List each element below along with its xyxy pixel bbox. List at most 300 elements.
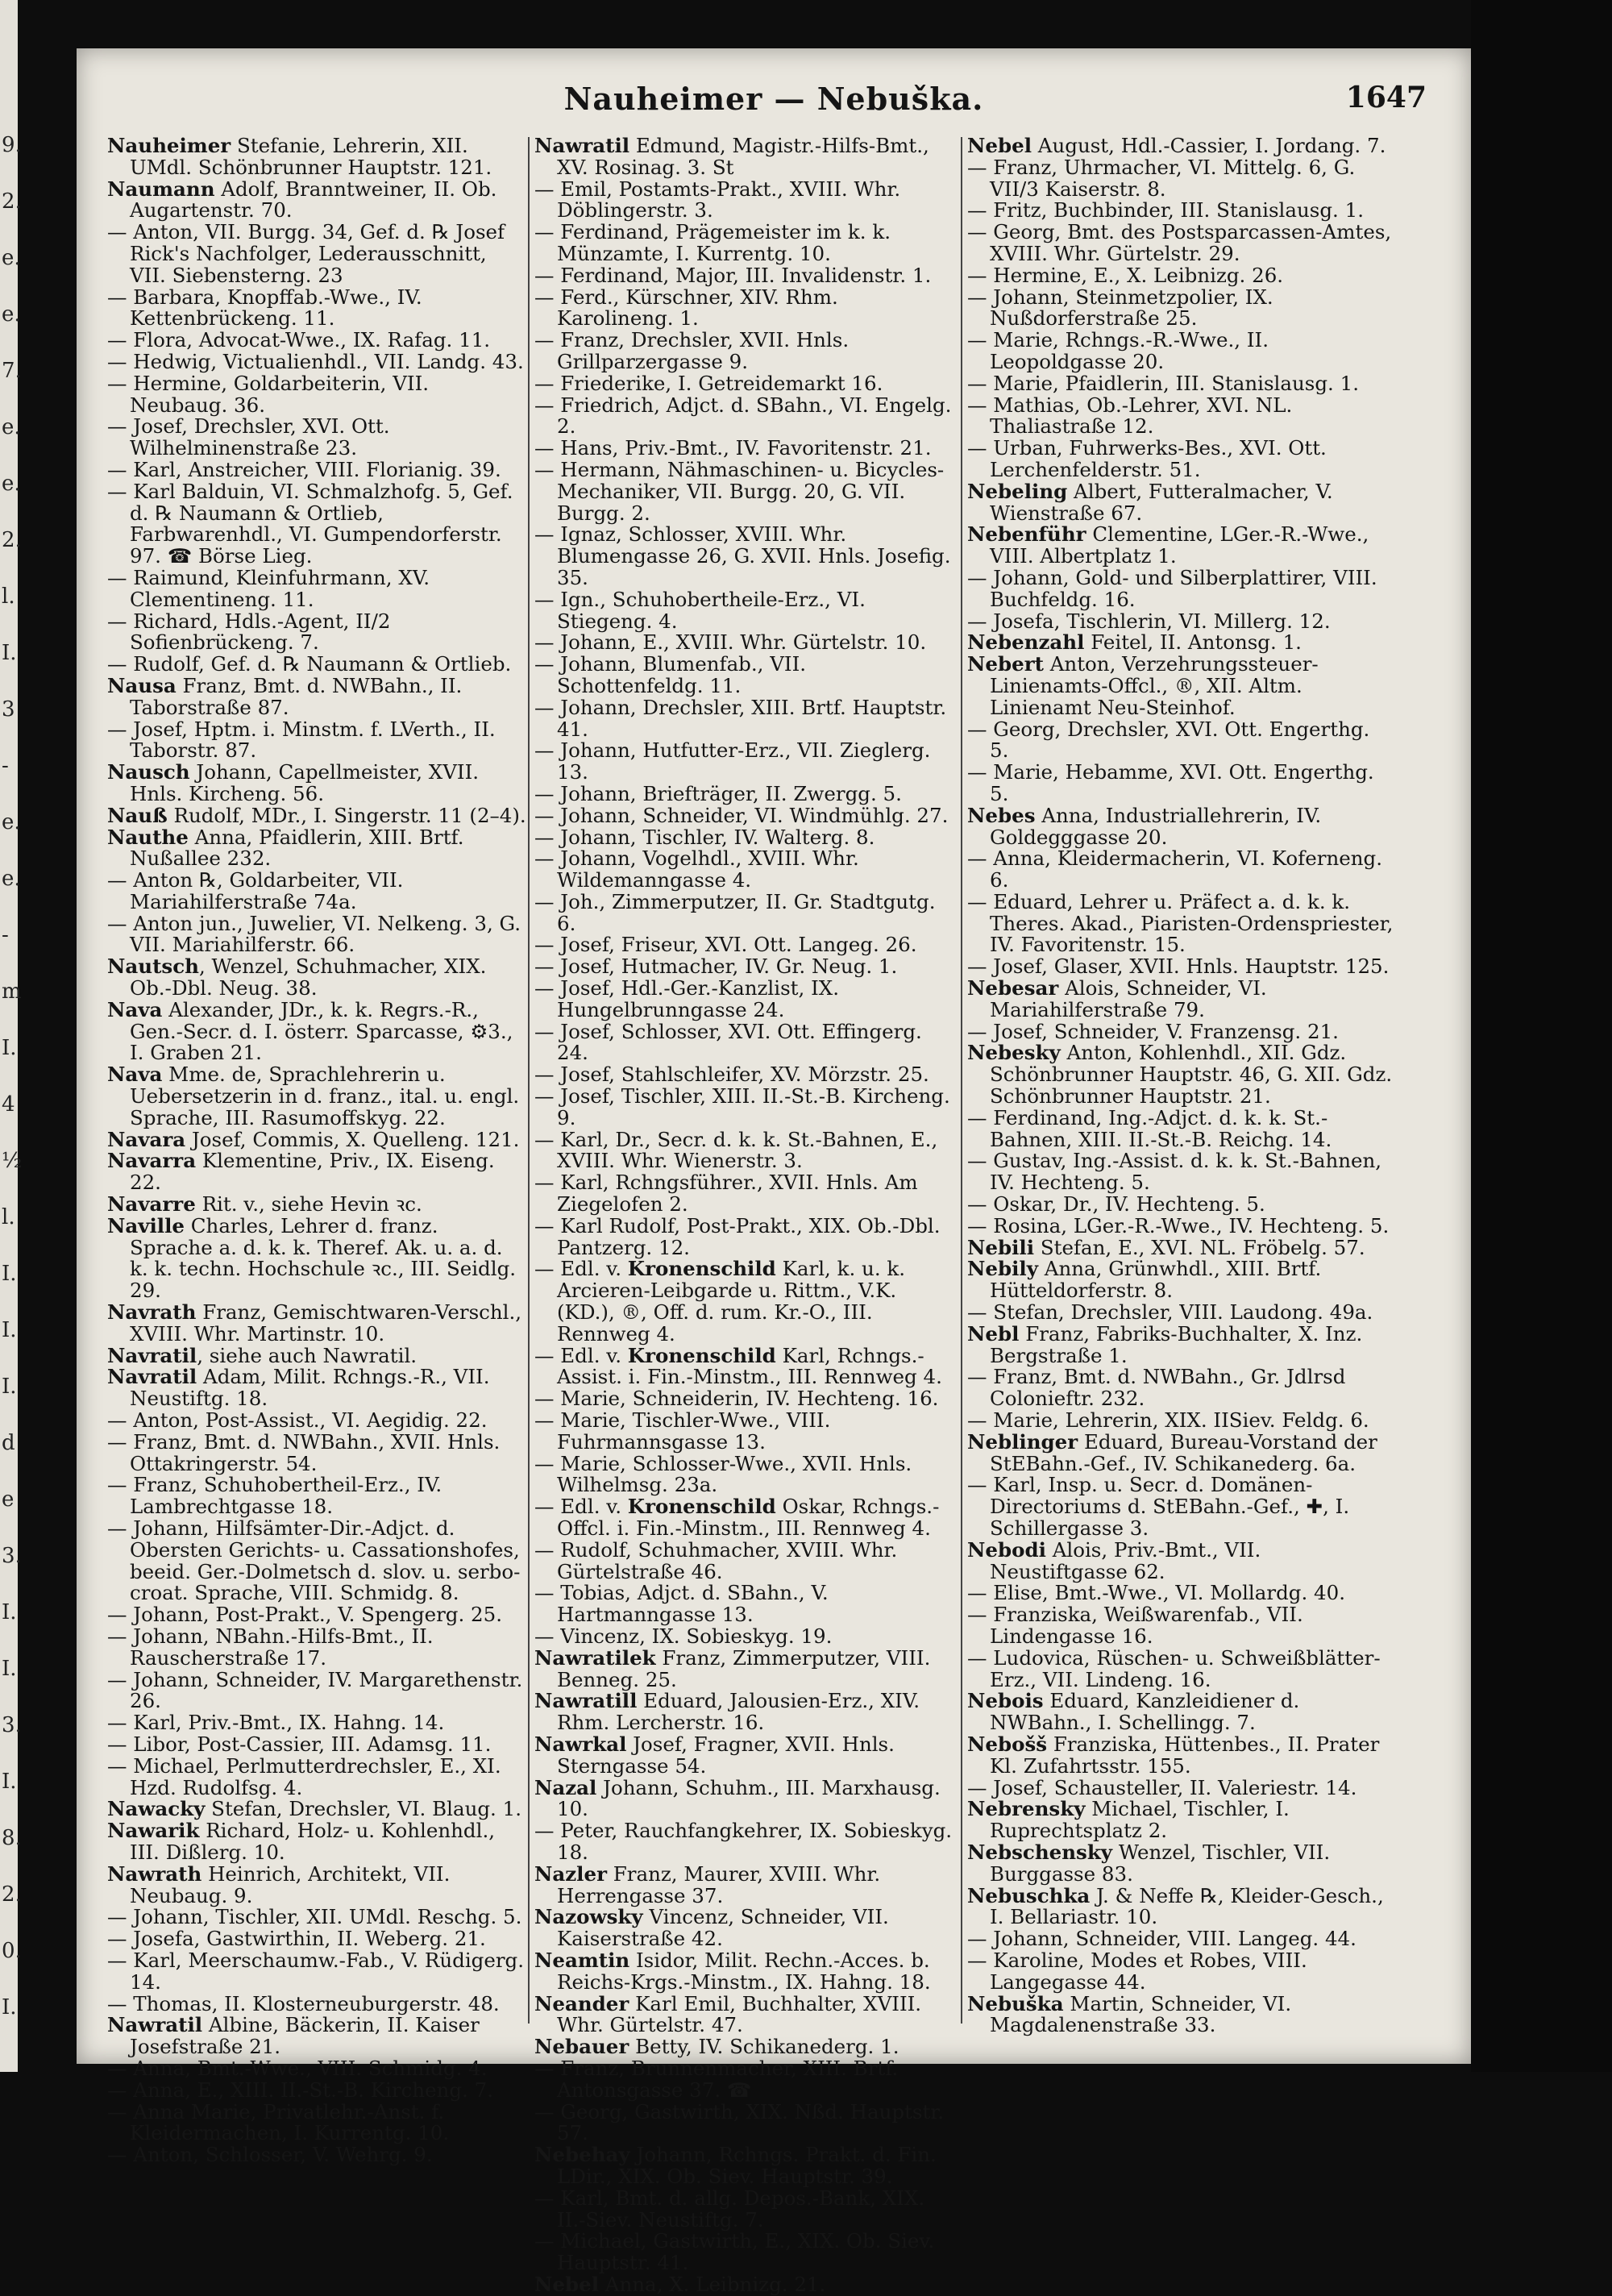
entry-text: Adolf, Branntweiner, II. Ob. Augartenstr. 70. bbox=[130, 177, 497, 223]
entry-text: — Josef, Schneider, V. Franzensg. 21. bbox=[967, 1019, 1339, 1043]
margin-fragment: I. bbox=[2, 1770, 17, 1794]
directory-entry bbox=[534, 1451, 953, 1497]
entry-text: — Vincenz, IX. Sobieskyg. 19. bbox=[534, 1624, 833, 1648]
entry-text: Oskar, Rchngs.-Offcl. i. Fin.-Minstm., III. Rennweg 4. bbox=[557, 1495, 940, 1540]
entry-text: — Peter, Rauchfangkehrer, IX. Sobieskyg. 18. bbox=[534, 1819, 953, 1864]
directory-entry bbox=[967, 956, 1394, 978]
entry-text: Anna, Industriallehrerin, IV. Goldegggasse 20. bbox=[990, 803, 1322, 849]
directory-entry bbox=[534, 524, 953, 589]
directory-entry bbox=[534, 265, 953, 287]
directory-entry bbox=[967, 1691, 1394, 1734]
directory-entry bbox=[107, 351, 526, 373]
margin-fragment: I. bbox=[2, 1657, 17, 1681]
column-3 bbox=[967, 135, 1394, 2036]
entry-text: — Johann, Hilfsämter-Dir.-Adjct. d. Obersten Gerichts- u. Cassationshofes, beeid. Ger.-Dolmetsch d. slov. u. serbo-croat. Sprache, VIII. Schmidg. 8. bbox=[107, 1516, 521, 1605]
directory-entry bbox=[534, 1021, 953, 1065]
entry-text: Franz, Zimmerputzer, VIII. Benneg. 25. bbox=[557, 1645, 931, 1691]
entry-surname: Nebesar bbox=[967, 976, 1059, 1000]
entry-surname: Nawarik bbox=[107, 1819, 200, 1843]
directory-entry bbox=[107, 1194, 526, 1216]
entry-text: — Thomas, II. Klosterneuburgerstr. 48. bbox=[107, 1991, 500, 2015]
directory-entry bbox=[534, 1583, 953, 1626]
entry-surname: Nebehay bbox=[534, 2143, 630, 2167]
entry-text: Franz, Gemischtwaren-Verschl., XVIII. Whr. Martinstr. 10. bbox=[130, 1300, 522, 1346]
entry-surname: Nebodi bbox=[967, 1537, 1046, 1562]
entry-text: Albert, Futteralmacher, V. Wienstraße 67. bbox=[990, 479, 1333, 525]
entry-text: — Johann, E., XVIII. Whr. Gürtelstr. 10. bbox=[534, 630, 927, 655]
entry-surname: Nebeling bbox=[967, 479, 1068, 503]
directory-entry bbox=[107, 222, 526, 286]
directory-entry bbox=[534, 438, 953, 460]
entry-surname: Navrath bbox=[107, 1300, 197, 1325]
margin-fragment: e bbox=[2, 1487, 15, 1512]
entry-text: — Ferdinand, Prägemeister im k. k. Münzamte, I. Kurrentg. 10. bbox=[534, 220, 891, 265]
entry-surname: Nausch bbox=[107, 760, 190, 784]
directory-entry bbox=[107, 1991, 526, 2015]
directory-entry bbox=[534, 1991, 953, 2037]
entry-surname: Kronenschild bbox=[627, 1257, 776, 1281]
entry-text: Josef, Commis, X. Quelleng. 121. bbox=[185, 1127, 520, 1151]
entry-surname: Nawratil bbox=[534, 134, 630, 157]
entry-text: — Hermine, E., X. Leibnizg. 26. bbox=[967, 263, 1284, 287]
entry-text: — Michael, Gastwirth, E., XIX. Ob. Siev. Hauptstr. 41. bbox=[534, 2229, 935, 2275]
entry-text: — Karl, Priv.-Bmt., IX. Hahng. 14. bbox=[107, 1711, 445, 1735]
entry-text: Martin, Schneider, VI. Magdalenenstraße 33. bbox=[990, 1991, 1292, 2037]
entry-surname: Nazowsky bbox=[534, 1905, 643, 1929]
entry-text: — Josefa, Gastwirthin, II. Weberg. 21. bbox=[107, 1927, 486, 1951]
entry-text: — Eduard, Lehrer u. Präfect a. d. k. k. Theres. Akad., Piaristen-Ordenspriester, IV. Favoritenstr. 15. bbox=[967, 889, 1394, 957]
entry-text: — Marie, Hebamme, XVI. Ott. Engerthg. 5. bbox=[967, 760, 1374, 805]
entry-text: — Ludovica, Rüschen- u. Schweißblätter-Erz., VII. Lindeng. 16. bbox=[967, 1645, 1381, 1691]
directory-entry bbox=[534, 1861, 953, 1907]
entry-text: — Rudolf, Schuhmacher, XVIII. Whr. Gürtelstraße 46. bbox=[534, 1537, 898, 1583]
directory-entry bbox=[107, 827, 526, 871]
entry-text: — Johann, Hutfutter-Erz., VII. Zieglerg. 13. bbox=[534, 738, 931, 784]
directory-entry bbox=[967, 330, 1394, 373]
directory-entry bbox=[967, 1213, 1394, 1237]
directory-entry bbox=[534, 1064, 953, 1086]
directory-entry bbox=[534, 1496, 953, 1540]
entry-text: — Edl. v. bbox=[534, 1257, 628, 1281]
margin-fragment: - bbox=[2, 923, 9, 947]
directory-entry bbox=[107, 2144, 526, 2166]
entry-text: — Johann, Post-Prakt., V. Spengerg. 25. bbox=[107, 1603, 503, 1627]
entry-text: Stefanie, Lehrerin, XII. UMdl. Schönbrunner Hauptstr. 121. bbox=[130, 134, 492, 179]
page-header bbox=[77, 81, 1471, 129]
entry-text: — Karoline, Modes et Robes, VIII. Langegasse 44. bbox=[967, 1948, 1307, 1994]
entry-text: Rudolf, MDr., I. Singerstr. 11 (2–4). bbox=[167, 803, 526, 827]
entry-text: Feitel, II. Antonsg. 1. bbox=[1084, 630, 1302, 655]
entry-surname: Neander bbox=[534, 1991, 629, 2015]
directory-entry bbox=[107, 1410, 526, 1432]
entry-surname: Nebrensky bbox=[967, 1797, 1086, 1821]
entry-text: — Gustav, Ing.-Assist. d. k. k. St.-Bahnen, IV. Hechteng. 5. bbox=[967, 1149, 1382, 1195]
entry-text: — Josef, Drechsler, XVI. Ott. Wilhelminenstraße 23. bbox=[107, 414, 390, 460]
entry-surname: Nawratilek bbox=[534, 1645, 656, 1670]
directory-entry bbox=[534, 330, 953, 373]
directory-entry bbox=[967, 719, 1394, 763]
entry-text: — Johann, Schneider, VIII. Langeg. 44. bbox=[967, 1927, 1356, 1951]
entry-text: Johann, Rchngs. Prakt. d. Fin. LDir., XIX. Ob. Siev. Hauptstr. 39. bbox=[557, 2143, 937, 2188]
directory-entry bbox=[534, 222, 953, 265]
entry-text: Michael, Tischler, I. Ruprechtsplatz 2. bbox=[990, 1797, 1290, 1843]
entry-text: Stefan, Drechsler, VI. Blaug. 1. bbox=[205, 1797, 521, 1821]
margin-fragment: I. bbox=[2, 1995, 17, 2019]
entry-surname: Nawrath bbox=[107, 1861, 202, 1886]
directory-entry bbox=[107, 1429, 526, 1475]
directory-entry bbox=[967, 265, 1394, 287]
directory-entry bbox=[967, 654, 1394, 718]
entry-text: — Michael, Perlmutterdrechsler, E., XI. Hzd. Rudolfsg. 4. bbox=[107, 1753, 501, 1799]
directory-entry bbox=[534, 1172, 953, 1216]
entry-text: — Marie, Lehrerin, XIX. IISiev. Feldg. 6. bbox=[967, 1408, 1369, 1433]
directory-entry bbox=[967, 1799, 1394, 1842]
entry-surname: Navratil bbox=[107, 1365, 197, 1389]
directory-entry bbox=[534, 2099, 953, 2145]
entry-text: — Josef, Schausteller, II. Valeriestr. 14. bbox=[967, 1775, 1357, 1799]
margin-fragment: I. bbox=[2, 1262, 17, 1286]
directory-entry bbox=[107, 1734, 526, 1756]
directory-entry bbox=[967, 524, 1394, 568]
entry-text: Richard, Holz- u. Kohlenhdl., III. Dißlerg. 10. bbox=[130, 1819, 496, 1864]
entry-text: — Ferdinand, Major, III. Invalidenstr. 1. bbox=[534, 263, 932, 287]
entry-text: — Ign., Schuhobertheile-Erz., VI. Stiegeng. 4. bbox=[534, 587, 866, 633]
margin-fragment: l. bbox=[2, 584, 15, 609]
directory-entry bbox=[967, 1194, 1394, 1216]
entry-text: — Johann, Schneider, VI. Windmühlg. 27. bbox=[534, 803, 949, 827]
directory-entry bbox=[534, 457, 953, 525]
margin-fragment: e. bbox=[2, 867, 21, 891]
directory-entry bbox=[534, 2058, 953, 2102]
directory-entry bbox=[107, 1861, 526, 1907]
entry-text: — Marie, Schneiderin, IV. Hechteng. 16. bbox=[534, 1387, 939, 1411]
entry-text: — Josef, Friseur, XVI. Ott. Langeg. 26. bbox=[534, 933, 917, 957]
entry-text: — Friedrich, Adjct. d. SBahn., VI. Engelg. 2. bbox=[534, 393, 952, 439]
directory-entry bbox=[967, 1775, 1394, 1799]
margin-fragment: d bbox=[2, 1431, 15, 1455]
previous-page-margin bbox=[0, 0, 23, 2072]
directory-entry bbox=[534, 2144, 953, 2188]
entry-text: — Karl Balduin, VI. Schmalzhofg. 5, Gef. d. ℞ Naumann & Ortlieb, Farbwarenhdl., VI. Gumpendorferstr. 97. ☎ Börse Lieg. bbox=[107, 479, 513, 568]
directory-entry bbox=[534, 1086, 953, 1129]
entry-text: Josef, Fragner, XVII. Hnls. Sterngasse 54. bbox=[557, 1732, 895, 1778]
entry-text: — Johann, NBahn.-Hilfs-Bmt., II. Rauscherstraße 17. bbox=[107, 1624, 434, 1670]
entry-text: Charles, Lehrer d. franz. Sprache a. d. k. k. Theref. Ak. u. a. d. k. k. techn. Hochschule ꝛc., III. Seidlg. 29. bbox=[130, 1213, 517, 1303]
directory-entry bbox=[107, 457, 526, 481]
directory-entry bbox=[534, 1626, 953, 1648]
entry-surname: Kronenschild bbox=[627, 1495, 776, 1519]
entry-text: — Josef, Glaser, XVII. Hnls. Hauptstr. 125. bbox=[967, 955, 1390, 979]
directory-entry bbox=[107, 1150, 526, 1194]
entry-text: — Franziska, Weißwarenfab., VII. Lindengasse 16. bbox=[967, 1603, 1303, 1648]
margin-fragment: 3. bbox=[2, 1544, 22, 1568]
margin-fragment: e. bbox=[2, 246, 21, 270]
column-2 bbox=[534, 135, 953, 2296]
entry-surname: Nebauer bbox=[534, 2035, 629, 2059]
entry-text: — Karl, Bmt. d. allg. Depos.-Bank, XIX. II.-Siev. Neustiftg. 7. bbox=[534, 2186, 925, 2232]
directory-entry bbox=[967, 1366, 1394, 1410]
margin-fragment: 4 bbox=[2, 1092, 15, 1117]
entry-text: — Johann, Schneider, IV. Margarethenstr. 26. bbox=[107, 1667, 523, 1713]
directory-entry bbox=[967, 1928, 1394, 1950]
entry-text: — Franz, Brunnenmacher, XIII. Brtf. Antonsgasse 37. ☎ bbox=[534, 2056, 899, 2102]
directory-entry bbox=[967, 611, 1394, 633]
entry-text: — Georg, Drechsler, XVI. Ott. Engerthg. 5. bbox=[967, 717, 1370, 763]
margin-fragment: e. bbox=[2, 810, 21, 834]
entry-text: Heinrich, Architekt, VII. Neubaug. 9. bbox=[130, 1861, 451, 1907]
entry-text: — Anna, Kleidermacherin, VI. Koferneng. 6. bbox=[967, 846, 1382, 892]
entry-surname: Nebuška bbox=[967, 1991, 1064, 2015]
entry-text: — Anna Marie, Privatlehr.-Anst. f. Kleidermachen, I. Kurrentg. 10. bbox=[107, 2099, 450, 2145]
directory-entry bbox=[967, 1105, 1394, 1151]
directory-entry bbox=[967, 373, 1394, 395]
entry-text: Betty, IV. Schikanederg. 1. bbox=[629, 2035, 899, 2059]
entry-text: — Anna, E., XIII. II.-St.-B. Kircheng. 7. bbox=[107, 2078, 493, 2102]
entry-text: — Joh., Zimmerputzer, II. Gr. Stadtgutg. 6. bbox=[534, 889, 936, 935]
entry-text: — Johann, Briefträger, II. Zwergg. 5. bbox=[534, 781, 902, 805]
directory-entry bbox=[107, 2058, 526, 2080]
directory-entry bbox=[534, 848, 953, 892]
directory-entry bbox=[107, 1753, 526, 1799]
entry-surname: Nebel bbox=[967, 134, 1032, 157]
entry-text: — Flora, Advocat-Wwe., IX. Rafag. 11. bbox=[107, 328, 491, 352]
directory-entry bbox=[534, 1950, 953, 1994]
entry-text: — Franz, Drechsler, XVII. Hnls. Grillparzergasse 9. bbox=[534, 328, 850, 373]
margin-fragment: e. bbox=[2, 302, 21, 327]
directory-entry bbox=[967, 1410, 1394, 1432]
directory-entry bbox=[967, 762, 1394, 805]
margin-fragment: I. bbox=[2, 641, 17, 665]
entry-text: — Josef, Hptm. i. Minstm. f. LVerth., II. Taborstr. 87. bbox=[107, 717, 496, 763]
margin-fragment: 2. bbox=[2, 1882, 22, 1907]
column-divider bbox=[961, 137, 962, 2024]
entry-text: — Anton, Schlosser, V. Wehrg. 9. bbox=[107, 2143, 433, 2167]
entry-text: — Georg, Bmt. des Postsparcassen-Amtes, XVIII. Whr. Gürtelstr. 29. bbox=[967, 220, 1392, 265]
entry-text: Rit. v., siehe Hevin ꝛc. bbox=[195, 1192, 422, 1217]
entry-text: — Karl Rudolf, Post-Prakt., XIX. Ob.-Dbl. Pantzerg. 12. bbox=[534, 1213, 941, 1259]
directory-entry bbox=[534, 1213, 953, 1259]
entry-surname: Nebel bbox=[534, 2272, 600, 2296]
entry-text: Clementine, LGer.-R.-Wwe., VIII. Albertplatz 1. bbox=[990, 522, 1369, 568]
directory-entry bbox=[534, 1410, 953, 1454]
entry-text: — Josef, Hdl.-Ger.-Kanzlist, IX. Hungelbrunngasse 24. bbox=[534, 976, 839, 1021]
directory-entry bbox=[534, 2036, 953, 2058]
entry-text: — Karl, Insp. u. Secr. d. Domänen-Directoriums d. StEBahn.-Gef., ✚, I. Schillergasse 3. bbox=[967, 1473, 1350, 1540]
directory-entry bbox=[107, 611, 526, 655]
entry-surname: Naumann bbox=[107, 177, 215, 201]
directory-entry bbox=[107, 805, 526, 827]
entry-surname: Navara bbox=[107, 1127, 186, 1151]
directory-entry bbox=[967, 1645, 1394, 1691]
entry-text: — Hermann, Nähmaschinen- u. Bicycles-Mechaniker, VII. Burgg. 20, G. VII. Burgg. 2. bbox=[534, 457, 945, 525]
entry-surname: Neblinger bbox=[967, 1429, 1078, 1454]
directory-entry bbox=[107, 481, 526, 568]
directory-entry bbox=[967, 565, 1394, 611]
entry-surname: Nazler bbox=[534, 1861, 607, 1886]
entry-surname: Nauheimer bbox=[107, 134, 231, 157]
entry-text: — Johann, Vogelhdl., XVIII. Whr. Wildemanngasse 4. bbox=[534, 846, 859, 892]
entry-text: — Stefan, Drechsler, VIII. Laudong. 49a. bbox=[967, 1300, 1373, 1325]
entry-text: — Marie, Tischler-Wwe., VIII. Fuhrmannsgasse 13. bbox=[534, 1408, 831, 1454]
directory-entry bbox=[107, 1213, 526, 1303]
directory-entry bbox=[107, 654, 526, 676]
directory-entry bbox=[534, 135, 953, 179]
entry-surname: Nebenzahl bbox=[967, 630, 1085, 655]
directory-entry bbox=[967, 1475, 1394, 1539]
directory-entry bbox=[967, 1604, 1394, 1648]
directory-entry bbox=[967, 1950, 1394, 1994]
margin-fragment: I. bbox=[2, 1036, 17, 1060]
directory-entry bbox=[967, 978, 1394, 1021]
directory-entry bbox=[107, 1667, 526, 1713]
entry-surname: Nauß bbox=[107, 803, 168, 827]
directory-entry bbox=[967, 135, 1394, 157]
entry-text: — Libor, Post-Cassier, III. Adamsg. 11. bbox=[107, 1732, 492, 1756]
entry-text: — Rosina, LGer.-R.-Wwe., IV. Hechteng. 5. bbox=[967, 1213, 1390, 1237]
directory-entry bbox=[534, 1645, 953, 1691]
entry-text: Franz, Bmt. d. NWBahn., II. Taborstraße 87. bbox=[130, 673, 463, 719]
entry-text: — Johann, Drechsler, XIII. Brtf. Hauptstr. 41. bbox=[534, 695, 947, 741]
entry-surname: Naville bbox=[107, 1213, 185, 1237]
entry-text: — Elise, Bmt.-Wwe., VI. Mollardg. 40. bbox=[967, 1581, 1345, 1605]
directory-entry bbox=[967, 1583, 1394, 1604]
directory-entry bbox=[107, 1475, 526, 1518]
entry-text: Alois, Schneider, VI. Mariahilferstraße 79. bbox=[990, 976, 1267, 1021]
entry-text: Franziska, Hüttenbes., II. Prater Kl. Zufahrtsstr. 155. bbox=[990, 1732, 1380, 1778]
directory-entry bbox=[107, 1820, 526, 1864]
margin-fragment: 2. bbox=[2, 189, 22, 214]
margin-fragment: m bbox=[2, 980, 22, 1004]
entry-text: — Karl, Dr., Secr. d. k. k. St.-Bahnen, E., XVIII. Whr. Wienerstr. 3. bbox=[534, 1127, 938, 1173]
entry-text: — Hermine, Goldarbeiterin, VII. Neubaug. 36. bbox=[107, 371, 430, 417]
directory-entry bbox=[967, 1734, 1394, 1778]
entry-text: — Marie, Rchngs.-R.-Wwe., II. Leopoldgasse 20. bbox=[967, 328, 1269, 373]
entry-text: Edmund, Magistr.-Hilfs-Bmt., XV. Rosinag. 3. St bbox=[557, 134, 929, 179]
margin-fragment: - bbox=[2, 754, 9, 778]
directory-entry bbox=[107, 673, 526, 719]
directory-entry bbox=[107, 1907, 526, 1928]
entry-text: Albine, Bäckerin, II. Kaiser Josefstraße 21. bbox=[130, 2013, 480, 2059]
entry-text: Anna, Pfaidlerin, XIII. Brtf. Nußallee 232. bbox=[130, 825, 464, 871]
entry-text: — Josef, Schlosser, XVI. Ott. Effingerg. 24. bbox=[534, 1019, 922, 1065]
entry-text: — Anton, VII. Burgg. 34, Gef. d. ℞ Josef Rick's Nachfolger, Lederausschnitt, VII. Siebensterng. 23 bbox=[107, 220, 505, 287]
directory-entry bbox=[534, 1907, 953, 1950]
directory-entry bbox=[107, 1302, 526, 1346]
entry-text: Karl, k. u. k. Arcieren-Leibgarde u. Rittm., V.K. (KD.), ®, Off. d. rum. Kr.-O., III. Rennweg 4. bbox=[557, 1257, 906, 1346]
entry-text: — Rudolf, Gef. d. ℞ Naumann & Ortlieb. bbox=[107, 652, 512, 676]
directory-entry bbox=[967, 1258, 1394, 1302]
entry-surname: Nebesky bbox=[967, 1041, 1061, 1065]
directory-entry bbox=[967, 889, 1394, 957]
directory-entry bbox=[967, 805, 1394, 849]
directory-entry bbox=[534, 2274, 953, 2296]
directory-entry bbox=[534, 889, 953, 935]
directory-entry bbox=[107, 1950, 526, 1994]
entry-surname: Nebenführ bbox=[967, 522, 1086, 547]
directory-entry bbox=[107, 1366, 526, 1410]
directory-entry bbox=[967, 157, 1394, 201]
margin-fragment: 9. bbox=[2, 133, 22, 157]
scan-background bbox=[1471, 0, 1612, 2072]
entry-text: Eduard, Bureau-Vorstand der StEBahn.-Gef., IV. Schikanederg. 6a. bbox=[990, 1429, 1377, 1475]
entry-text: — Ignaz, Schlosser, XVIII. Whr. Blumengasse 26, G. XVII. Hnls. Josefig. 35. bbox=[534, 522, 951, 589]
entry-text: Eduard, Kanzleidiener d. NWBahn., I. Schellingg. 7. bbox=[990, 1689, 1300, 1735]
entry-text: — Anton, Post-Assist., VI. Aegidig. 22. bbox=[107, 1408, 488, 1433]
margin-fragment: 2. bbox=[2, 528, 22, 552]
directory-entry bbox=[967, 395, 1394, 439]
entry-text: — Ferdinand, Ing.-Adjct. d. k. k. St.-Bahnen, XIII. II.-St.-B. Reichg. 14. bbox=[967, 1105, 1332, 1151]
running-title: Nauheimer — Nebuška. bbox=[563, 81, 984, 117]
entry-text: Alois, Priv.-Bmt., VII. Neustiftgasse 62. bbox=[990, 1537, 1261, 1583]
directory-entry bbox=[534, 1691, 953, 1734]
entry-text: — Karl, Rchngsführer., XVII. Hnls. Am Ziegelofen 2. bbox=[534, 1171, 918, 1217]
entry-surname: Nebois bbox=[967, 1689, 1044, 1713]
entry-text: — Josef, Stahlschleifer, XV. Mörzstr. 25. bbox=[534, 1063, 929, 1087]
entry-text: — Karl, Meerschaumw.-Fab., V. Rüdigerg. 14. bbox=[107, 1948, 525, 1994]
directory-entry bbox=[534, 781, 953, 805]
directory-entry bbox=[967, 1150, 1394, 1194]
entry-text: — Mathias, Ob.-Lehrer, XVI. NL. Thaliastraße 12. bbox=[967, 393, 1293, 439]
directory-entry bbox=[967, 287, 1394, 331]
directory-entry bbox=[967, 1302, 1394, 1324]
entry-text: — Josef, Tischler, XIII. II.-St.-B. Kircheng. 9. bbox=[534, 1084, 950, 1129]
directory-entry bbox=[534, 373, 953, 395]
directory-entry bbox=[107, 1928, 526, 1950]
directory-entry bbox=[967, 1321, 1394, 1367]
entry-surname: Nebily bbox=[967, 1257, 1038, 1281]
directory-entry bbox=[107, 1799, 526, 1820]
entry-text: Wenzel, Tischler, VII. Burggasse 83. bbox=[990, 1840, 1331, 1886]
entry-surname: Navarra bbox=[107, 1149, 197, 1173]
directory-entry bbox=[967, 1429, 1394, 1475]
entry-text: — Friederike, I. Getreidemarkt 16. bbox=[534, 371, 883, 395]
directory-entry bbox=[967, 200, 1394, 222]
entry-surname: Nava bbox=[107, 1063, 163, 1087]
directory-entry bbox=[534, 1537, 953, 1583]
entry-text: J. & Neffe ℞, Kleider-Gesch., I. Bellariastr. 10. bbox=[990, 1883, 1384, 1929]
entry-text: Karl, Rchngs.-Assist. i. Fin.-Minstm., III. Rennweg 4. bbox=[557, 1343, 942, 1389]
entry-surname: Nava bbox=[107, 997, 163, 1021]
directory-entry bbox=[967, 1042, 1394, 1107]
entry-text: Johann, Schuhm., III. Marxhausg. 10. bbox=[557, 1775, 941, 1821]
directory-entry bbox=[967, 848, 1394, 892]
directory-entry bbox=[107, 870, 526, 913]
entry-text: Isidor, Milit. Rechn.-Acces. b. Reichs-Krgs.-Minstm., IX. Hahng. 18. bbox=[557, 1948, 931, 1994]
entry-text: Adam, Milit. Rchngs.-R., VII. Neustiftg. 18. bbox=[130, 1365, 490, 1411]
entry-text: Franz, Fabriks-Buchhalter, X. Inz. Bergstraße 1. bbox=[990, 1321, 1363, 1367]
directory-entry bbox=[967, 1842, 1394, 1886]
directory-entry bbox=[534, 395, 953, 439]
margin-fragment: 7. bbox=[2, 359, 22, 383]
entry-text: Anna, Grünwhdl., XIII. Brtf. Hütteldorferstr. 8. bbox=[990, 1257, 1322, 1303]
directory-entry bbox=[107, 1712, 526, 1734]
directory-entry bbox=[534, 1388, 953, 1410]
directory-entry bbox=[967, 1237, 1394, 1259]
directory-entry bbox=[107, 1604, 526, 1626]
directory-entry bbox=[107, 1343, 526, 1367]
entry-text: — Urban, Fuhrwerks-Bes., XVI. Ott. Lerchenfelderstr. 51. bbox=[967, 436, 1327, 481]
entry-text: — Johann, Blumenfab., VII. Schottenfeldg. 11. bbox=[534, 652, 807, 697]
directory-entry bbox=[534, 697, 953, 741]
entry-text: — Johann, Gold- und Silberplattirer, VIII. Buchfeldg. 16. bbox=[967, 565, 1377, 611]
entry-text: — Josefa, Tischlerin, VI. Millerg. 12. bbox=[967, 609, 1331, 633]
directory-entry bbox=[107, 2099, 526, 2145]
entry-text: — Franz, Uhrmacher, VI. Mittelg. 6, G. VII/3 Kaiserstr. 8. bbox=[967, 155, 1356, 201]
directory-entry bbox=[967, 438, 1394, 481]
directory-entry bbox=[967, 1537, 1394, 1583]
directory-entry bbox=[967, 222, 1394, 265]
entry-surname: Nautsch bbox=[107, 955, 199, 979]
